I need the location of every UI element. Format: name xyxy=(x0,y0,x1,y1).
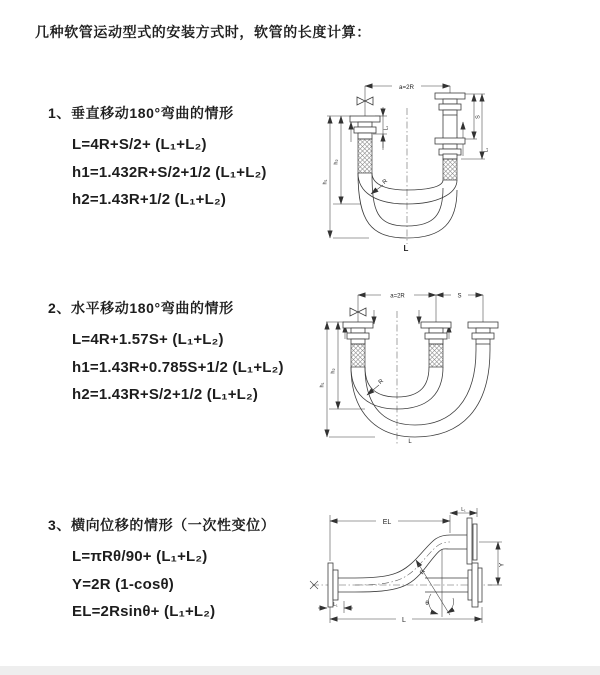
dim-label-a2r: a=2R xyxy=(399,83,414,91)
diagram-vertical-180-bend xyxy=(313,70,498,262)
right-lower-flange xyxy=(435,138,465,180)
left-flange xyxy=(350,116,380,173)
section-2-heading: 2、水平移动180°弯曲的情形 xyxy=(48,300,234,316)
diagram-horizontal-180-bend xyxy=(313,283,498,455)
braided-hose-section xyxy=(358,139,372,173)
formula-line: h2=1.43R+1/2 (L₁+L₂) xyxy=(72,191,227,208)
dim-label-l: L xyxy=(402,617,406,625)
middle-flange xyxy=(421,322,451,367)
formula-line: h1=1.43R+0.785S+1/2 (L₁+L₂) xyxy=(72,358,284,376)
section-1-heading: 1、垂直移动180°弯曲的情形 xyxy=(48,105,234,121)
dimension-lines xyxy=(323,84,490,238)
dim-label-l1-left: L₁ xyxy=(383,125,390,131)
page-bottom-edge xyxy=(0,666,600,675)
hose-u-curves xyxy=(351,350,490,437)
diagram-lateral-displacement xyxy=(300,503,515,648)
dim-label-l: L xyxy=(408,439,412,445)
dimension-lines xyxy=(320,294,484,438)
right-upper-flange xyxy=(435,93,465,138)
upper-flange xyxy=(467,518,477,564)
left-flange xyxy=(343,322,373,367)
dim-label-el: EL xyxy=(382,518,392,526)
dim-label-a2r: a=2R xyxy=(390,293,405,300)
formula-line: L=4R+1.57S+ (L₁+L₂) xyxy=(72,331,224,348)
formula-line: L=πRθ/90+ (L₁+L₂) xyxy=(72,548,208,565)
section-3-formulas xyxy=(72,543,275,626)
hose-centerline xyxy=(355,542,450,585)
braided-hose-section xyxy=(351,344,365,367)
formula-line: L=4R+S/2+ (L₁+L₂) xyxy=(72,136,207,153)
section-2 xyxy=(48,298,284,409)
section-3-heading: 3、横向位移的情形（一次性变位） xyxy=(48,517,276,533)
formula-line: EL=2Rsinθ+ (L₁+L₂) xyxy=(72,603,216,620)
dim-label-h1: h₁ xyxy=(322,179,329,185)
dim-label-y: Y xyxy=(498,562,506,568)
section-1 xyxy=(48,103,267,214)
dim-label-theta: θ xyxy=(425,601,429,607)
angle-arc xyxy=(447,598,454,613)
braided-hose-section xyxy=(443,159,457,180)
section-2-formulas xyxy=(72,326,284,409)
dim-label-h2: h₂ xyxy=(333,159,340,165)
dim-label-s: S xyxy=(457,293,462,300)
hose-u-curves xyxy=(358,173,457,238)
dim-label-h2: h₂ xyxy=(330,368,337,374)
right-flange xyxy=(468,563,482,607)
dim-label-s: S xyxy=(475,115,482,119)
braided-hose-section xyxy=(429,344,443,367)
formula-line: h2=1.43R+S/2+1/2 (L₁+L₂) xyxy=(72,386,259,403)
dim-label-l1-top: L₁ xyxy=(461,506,466,513)
section-1-formulas xyxy=(72,131,267,214)
dim-label-r: R xyxy=(381,178,389,186)
moved-flange xyxy=(468,322,498,350)
section-3 xyxy=(48,515,275,626)
dim-label-l1-right: L₁ xyxy=(483,147,490,153)
radius-line xyxy=(416,560,450,615)
dim-label-l: L xyxy=(403,244,409,253)
dim-label-r: R xyxy=(419,568,427,576)
angle-arc xyxy=(429,594,438,614)
dim-label-l1-left: L₁ xyxy=(333,602,338,608)
formula-line: Y=2R (1-cosθ) xyxy=(72,575,174,593)
dim-label-r: R xyxy=(377,378,385,386)
hose-s-curve xyxy=(355,535,467,592)
page-title: 几种软管运动型式的安装方式时，软管的长度计算： xyxy=(35,24,371,40)
formula-line: h1=1.432R+S/2+1/2 (L₁+L₂) xyxy=(72,163,267,181)
dim-label-h1: h₁ xyxy=(319,382,326,388)
